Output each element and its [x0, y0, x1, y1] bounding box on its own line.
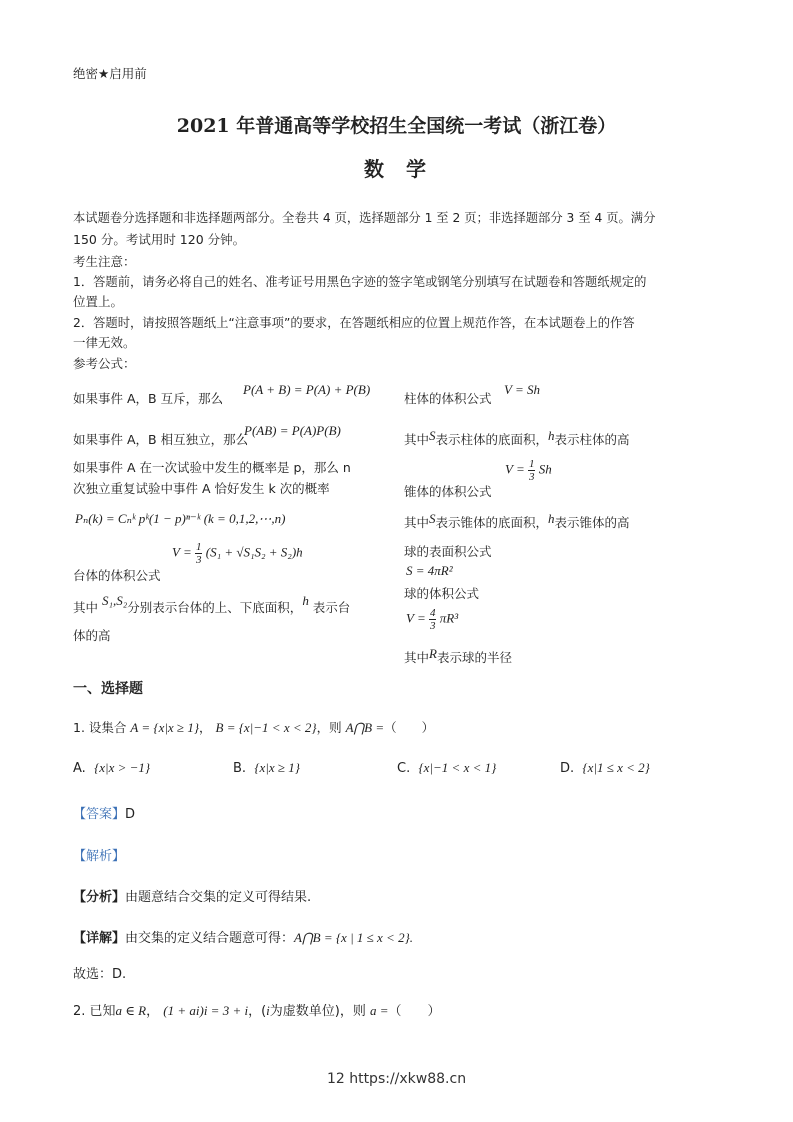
notes-heading: 考生注意： — [73, 254, 136, 269]
sphere-note: 其中R表示球的半径 — [404, 646, 512, 665]
formula-sphere-volume: V = $\frac{4}{3}$ πR³ — [406, 607, 459, 632]
prism-note: 其中S表示柱体的底面积，h表示柱体的高 — [404, 428, 630, 447]
formula-mutually-exclusive-text: 如果事件 A，B 互斥，那么 — [73, 391, 224, 406]
question-1-option-b: B. {x|x ≥ 1} — [233, 760, 300, 776]
page-footer: 12 https://xkw88.cn — [326, 1071, 467, 1087]
question-1-detail: 【详解】由交集的定义结合题意可得：A⋂B = {x | 1 ≤ x < 2}. — [73, 930, 414, 946]
fraction-one-third-cone: $\frac{1}{3}$ — [528, 458, 535, 483]
note-2-line-2: 一律无效。 — [73, 335, 136, 350]
instructions-line-2: 150 分。考试用时 120 分钟。 — [73, 232, 246, 247]
instructions-line-1: 本试题卷分选择题和非选择题两部分。全卷共 4 页，选择题部分 1 至 2 页；非选择题部分 3 至 4 页。满分 — [73, 211, 656, 225]
sphere-volume-text: 球的体积公式 — [404, 586, 480, 601]
question-1-fenxi: 【分析】由题意结合交集的定义可得结果. — [73, 890, 312, 905]
confidential-label: 绝密★启用前 — [73, 66, 147, 81]
question-1-option-d: D. {x|1 ≤ x < 2} — [560, 760, 650, 776]
question-1-analysis-tag: 【解析】 — [73, 849, 126, 864]
fraction-one-third: $\frac{1}{3}$ — [195, 541, 202, 566]
formula-binomial-text-2: 次独立重复试验中事件 A 恰好发生 k 次的概率 — [73, 481, 330, 496]
subject-title: 数学 — [364, 157, 448, 181]
question-1-stem: 1. 设集合 A = {x|x ≥ 1}， B = {x|−1 < x < 2}，则 A⋂B =（ ） — [73, 720, 435, 735]
note-2-line-1: 2．答题时，请按照答题纸上“注意事项”的要求，在答题纸相应的位置上规范作答，在本试题卷上的作答 — [73, 316, 635, 330]
cone-note: 其中S表示锥体的底面积，h表示锥体的高 — [404, 511, 630, 530]
formula-frustum: V = $\frac{1}{3}$ (S₁ + √S₁S₂ + S₂)h — [172, 541, 303, 566]
fraction-four-thirds: $\frac{4}{3}$ — [429, 607, 436, 632]
formula-sphere-surface: S = 4πR² — [406, 563, 453, 578]
formulas-heading: 参考公式： — [73, 356, 136, 371]
question-2-stem: 2. 已知a ∈ R， (1 + ai)i = 3 + i，(i为虚数单位)，则 a =（ ） — [73, 1003, 441, 1019]
formula-independent: P(AB) = P(A)P(B) — [244, 423, 341, 438]
formula-prism: V = Sh — [504, 382, 540, 397]
formula-independent-text: 如果事件 A，B 相互独立，那么 — [73, 432, 249, 447]
frustum-note-line-1: 其中 S₁,S₂分别表示台体的上、下底面积，h 表示台 — [73, 593, 351, 615]
note-1-line-2: 位置上。 — [73, 294, 124, 309]
question-1-answer: 【答案】D — [73, 807, 136, 822]
sphere-surface-text: 球的表面积公式 — [404, 544, 492, 559]
exam-title: 2021 年普通高等学校招生全国统一考试（浙江卷） — [176, 115, 617, 137]
formula-cone: V = $\frac{1}{3}$ Sh — [505, 458, 552, 483]
formula-binomial-text-1: 如果事件 A 在一次试验中发生的概率是 p，那么 n — [73, 460, 351, 475]
note-1-line-1: 1．答题前，请务必将自己的姓名、准考证号用黑色字迹的签字笔或钢笔分别填写在试题卷和答题纸规定的 — [73, 275, 647, 289]
formula-binomial: Pₙ(k) = Cₙᵏ pᵏ(1 − p)ⁿ⁻ᵏ (k = 0,1,2,⋯,n) — [75, 511, 286, 526]
formula-cone-text: 锥体的体积公式 — [404, 484, 492, 499]
section-heading-choice: 一、选择题 — [73, 681, 143, 697]
frustum-note-line-2: 体的高 — [73, 628, 111, 643]
formula-mutually-exclusive: P(A + B) = P(A) + P(B) — [243, 382, 371, 397]
formula-prism-text: 柱体的体积公式 — [404, 391, 492, 406]
formula-frustum-text: 台体的体积公式 — [73, 568, 161, 583]
question-1-option-c: C. {x|−1 < x < 1} — [397, 760, 497, 776]
question-1-option-a: A. {x|x > −1} — [73, 760, 151, 776]
question-1-conclusion: 故选：D. — [73, 967, 127, 982]
